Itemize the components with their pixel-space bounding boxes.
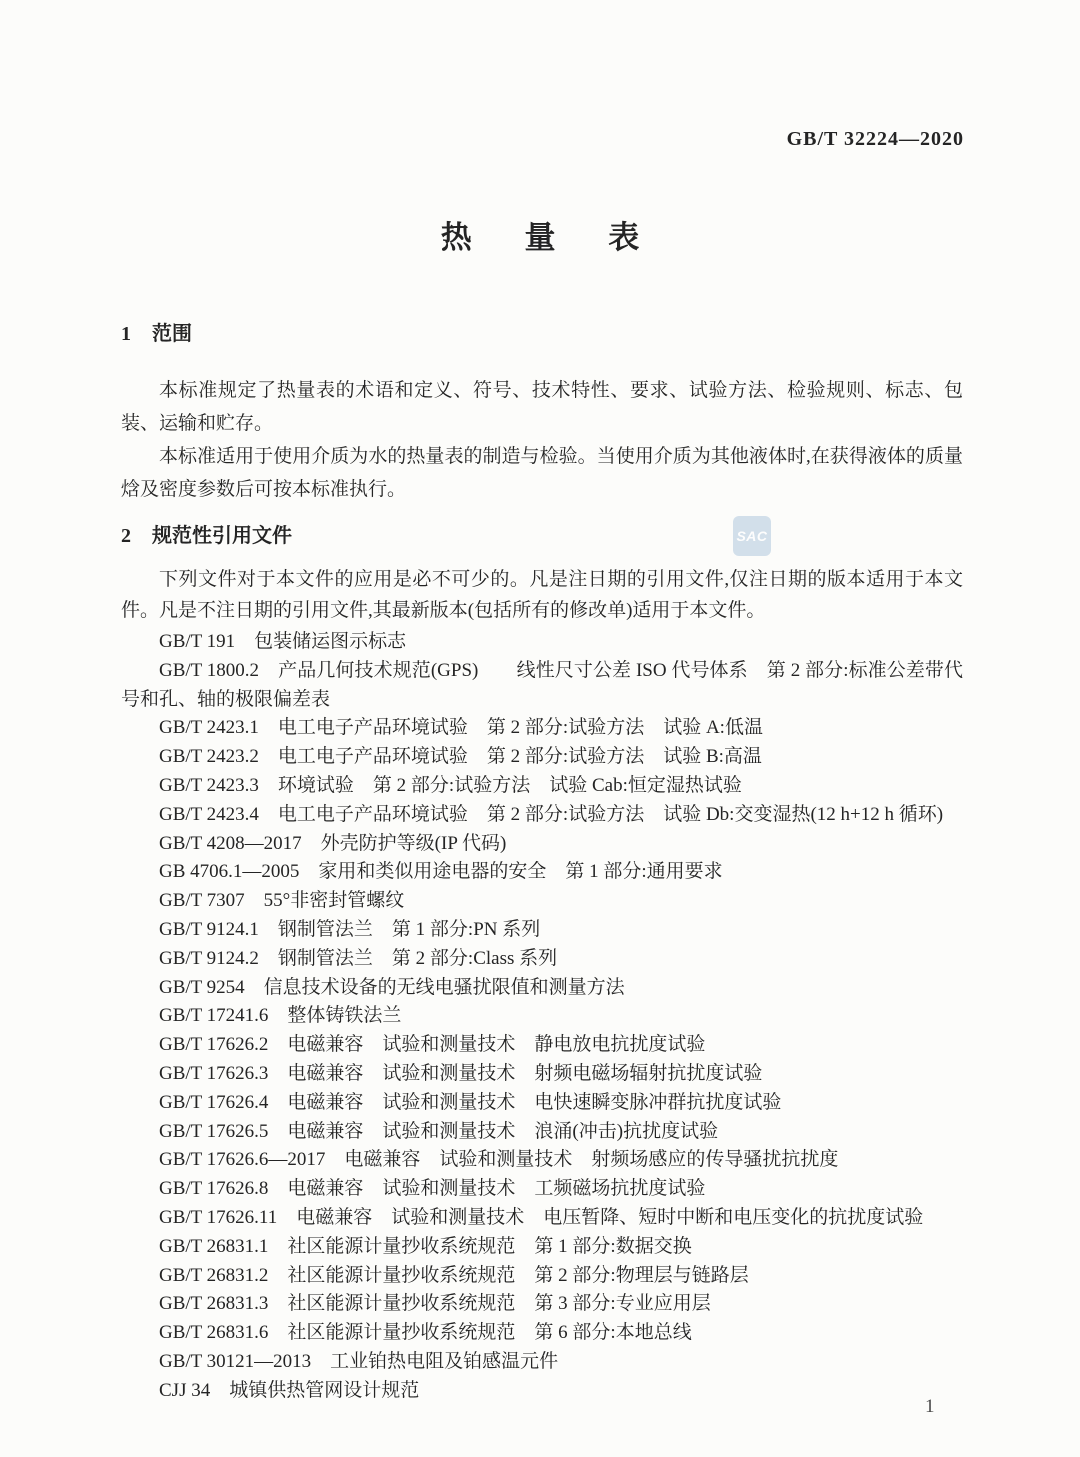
- document-body: [121, 320, 963, 1406]
- section-2-number: 2: [121, 525, 131, 547]
- normative-reference-item: GB/T 26831.6 社区能源计量抄收系统规范 第 6 部分:本地总线: [159, 1322, 692, 1344]
- normative-reference-item: GB/T 2423.3 环境试验 第 2 部分:试验方法 试验 Cab:恒定湿热试验: [159, 774, 742, 796]
- scope-paragraph-1: 本标准规定了热量表的术语和定义、符号、技术特性、要求、试验方法、检验规则、标志、包装、运输和贮存。: [121, 380, 963, 434]
- normative-reference-item: GB/T 30121—2013 工业铂热电阻及铂感温元件: [159, 1350, 559, 1372]
- normative-reference-item: GB/T 2423.2 电工电子产品环境试验 第 2 部分:试验方法 试验 B:高温: [159, 746, 762, 768]
- normative-reference-item: GB/T 9124.2 钢制管法兰 第 2 部分:Class 系列: [159, 947, 558, 969]
- normative-reference-item: GB/T 9254 信息技术设备的无线电骚扰限值和测量方法: [159, 976, 625, 998]
- normative-reference-item: GB 4706.1—2005 家用和类似用途电器的安全 第 1 部分:通用要求: [159, 861, 723, 883]
- normative-reference-item: GB/T 2423.1 电工电子产品环境试验 第 2 部分:试验方法 试验 A:低温: [159, 717, 763, 739]
- references-intro-paragraph: 下列文件对于本文件的应用是必不可少的。凡是注日期的引用文件,仅注日期的版本适用于本文件。凡是不注日期的引用文件,其最新版本(包括所有的修改单)适用于本文件。: [121, 569, 963, 621]
- normative-reference-item: GB/T 26831.3 社区能源计量抄收系统规范 第 3 部分:专业应用层: [159, 1293, 711, 1315]
- normative-reference-item: GB/T 17626.2 电磁兼容 试验和测量技术 静电放电抗扰度试验: [159, 1034, 706, 1056]
- normative-reference-item: GB/T 7307 55°非密封管螺纹: [159, 890, 405, 912]
- normative-reference-item: GB/T 17626.6—2017 电磁兼容 试验和测量技术 射频场感应的传导骚扰抗扰度: [159, 1149, 839, 1171]
- normative-reference-item: GB/T 2423.4 电工电子产品环境试验 第 2 部分:试验方法 试验 Db:交变湿热(12 h+12 h 循环): [159, 803, 944, 825]
- section-1-number: 1: [121, 323, 131, 345]
- normative-reference-list: [121, 628, 963, 1406]
- section-2-heading: [121, 522, 963, 550]
- normative-reference-item: GB/T 4208—2017 外壳防护等级(IP 代码): [159, 832, 507, 854]
- normative-reference-item: CJJ 34 城镇供热管网设计规范: [159, 1379, 420, 1401]
- normative-reference-item: GB/T 17626.5 电磁兼容 试验和测量技术 浪涌(冲击)抗扰度试验: [159, 1120, 719, 1142]
- standard-code: GB/T 32224—2020: [786, 128, 964, 150]
- normative-reference-item: GB/T 17626.3 电磁兼容 试验和测量技术 射频电磁场辐射抗扰度试验: [159, 1062, 763, 1084]
- normative-reference-item: GB/T 17626.4 电磁兼容 试验和测量技术 电快速瞬变脉冲群抗扰度试验: [159, 1091, 782, 1113]
- normative-reference-item: GB/T 26831.2 社区能源计量抄收系统规范 第 2 部分:物理层与链路层: [159, 1264, 749, 1286]
- normative-reference-item: GB/T 17241.6 整体铸铁法兰: [159, 1005, 402, 1027]
- scope-paragraph-2: 本标准适用于使用介质为水的热量表的制造与检验。当使用介质为其他液体时,在获得液体的质量焓及密度参数后可按本标准执行。: [121, 446, 963, 500]
- normative-reference-item: GB/T 17626.11 电磁兼容 试验和测量技术 电压暂降、短时中断和电压变化的抗扰度试验: [159, 1206, 924, 1228]
- normative-reference-item: GB/T 9124.1 钢制管法兰 第 1 部分:PN 系列: [159, 918, 541, 940]
- document-title: 热 量 表: [440, 220, 651, 255]
- normative-reference-item: GB/T 17626.8 电磁兼容 试验和测量技术 工频磁场抗扰度试验: [159, 1178, 706, 1200]
- normative-reference-item: GB/T 26831.1 社区能源计量抄收系统规范 第 1 部分:数据交换: [159, 1235, 692, 1257]
- section-2-title: 规范性引用文件: [152, 525, 292, 547]
- section-1-title: 范围: [152, 323, 192, 345]
- sac-watermark-text: SAC: [736, 528, 768, 544]
- section-1-heading: [121, 320, 963, 348]
- normative-reference-item: GB/T 1800.2 产品几何技术规范(GPS) 线性尺寸公差 ISO 代号体系 第 2 部分:标准公差带代号和孔、轴的极限偏差表: [121, 659, 963, 710]
- normative-reference-item: GB/T 191 包装储运图示标志: [159, 631, 407, 652]
- page-number: 1: [925, 1396, 935, 1417]
